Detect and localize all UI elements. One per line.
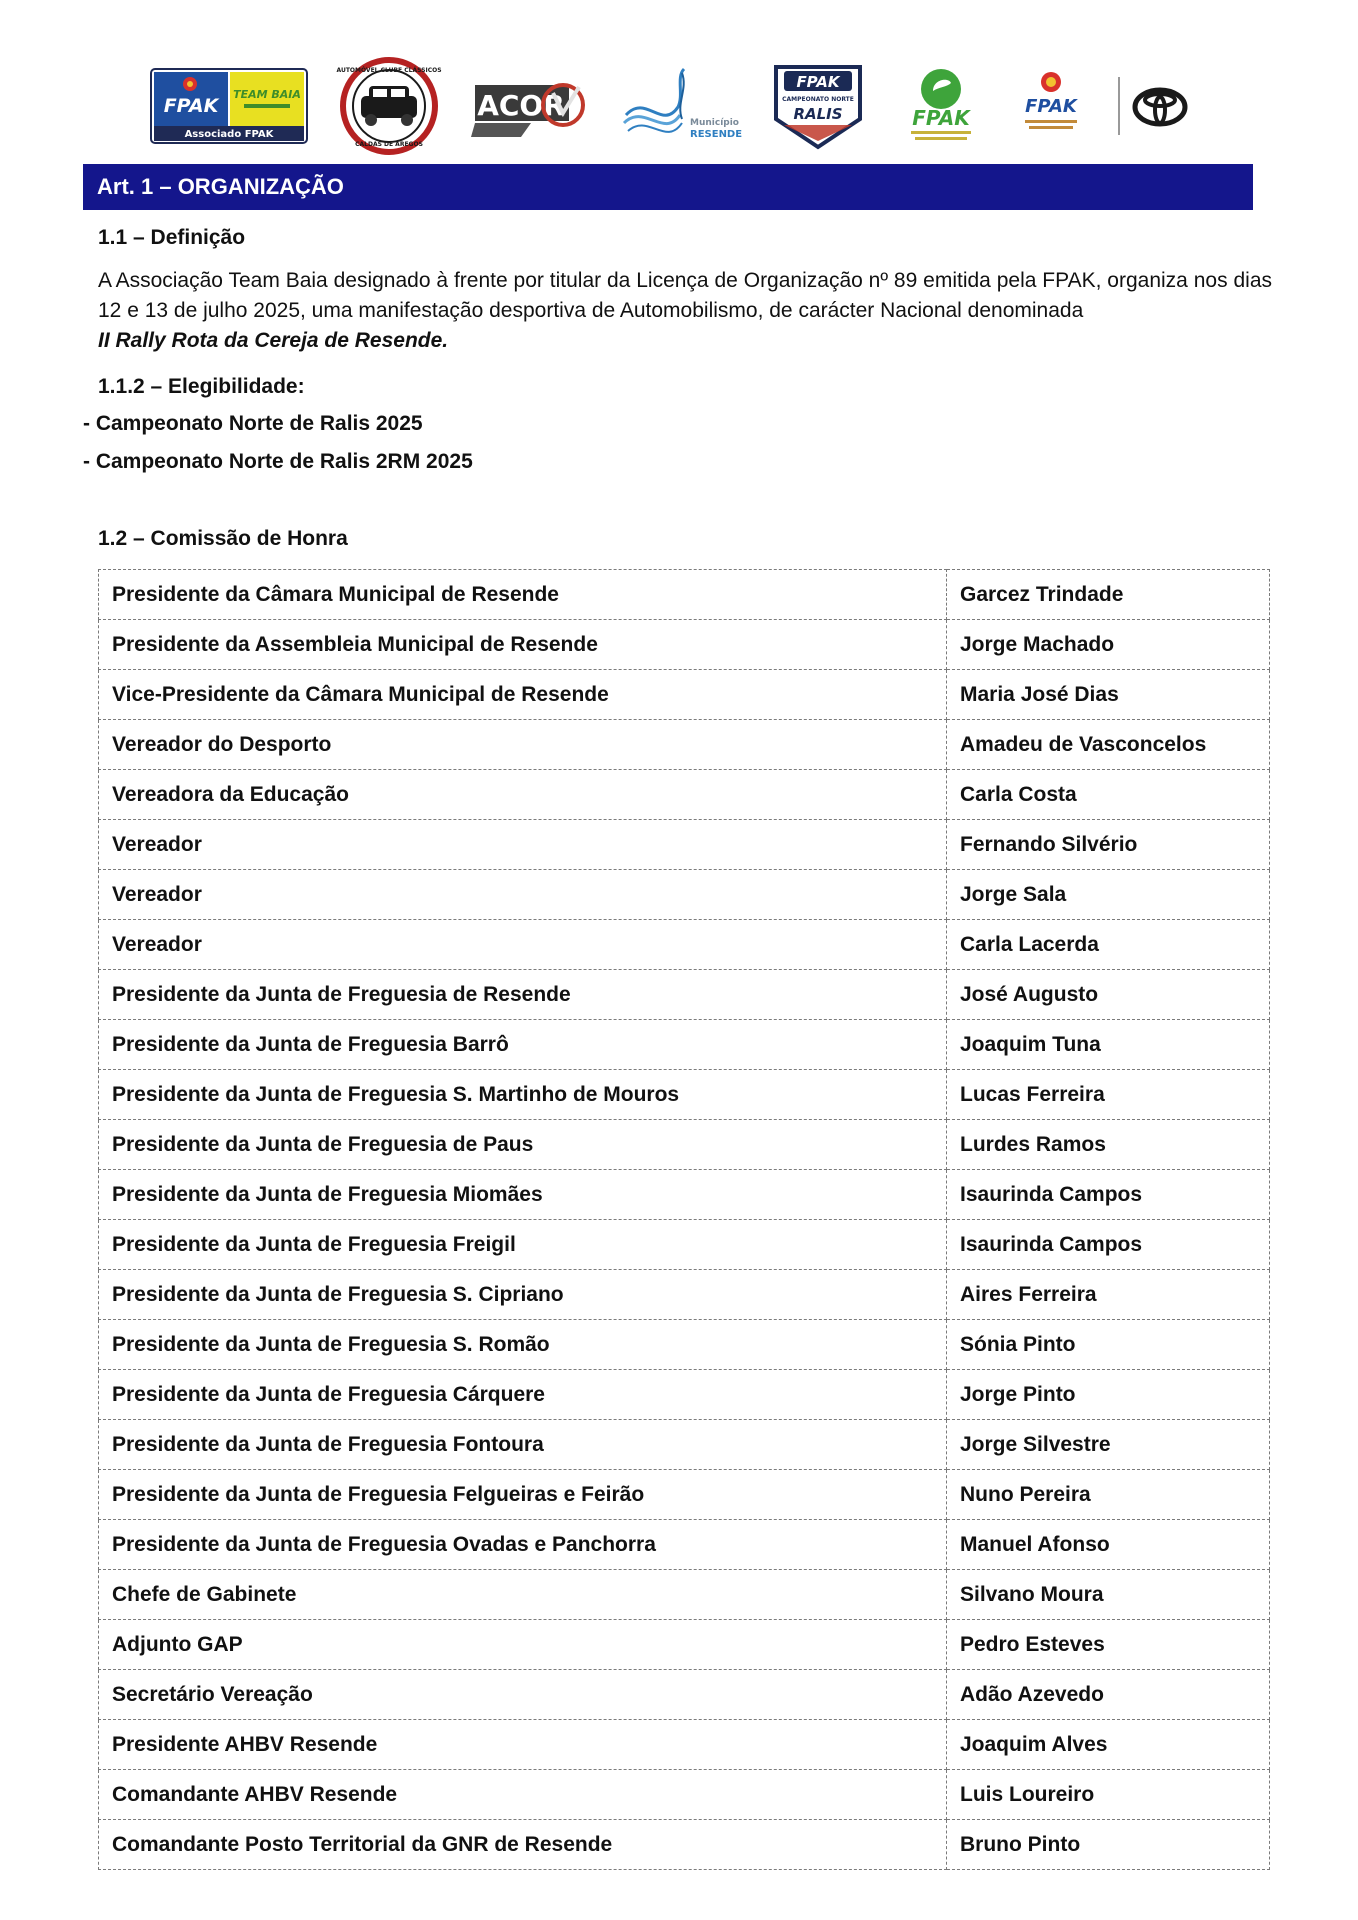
svg-text:ACOR: ACOR	[477, 89, 565, 122]
honor-role-cell: Presidente da Junta de Freguesia Cárquere	[99, 1370, 947, 1420]
honor-name-cell: Pedro Esteves	[947, 1620, 1270, 1670]
table-row	[99, 620, 1270, 670]
honor-name-cell: Lurdes Ramos	[947, 1120, 1270, 1170]
honor-name-cell: José Augusto	[947, 970, 1270, 1020]
table-row	[99, 1470, 1270, 1520]
table-row	[99, 570, 1270, 620]
honor-role-cell: Presidente da Junta de Freguesia Miomães	[99, 1170, 947, 1220]
svg-text:FPAK: FPAK	[912, 106, 970, 130]
honor-role-cell: Adjunto GAP	[99, 1620, 947, 1670]
honor-name-cell: Jorge Sala	[947, 870, 1270, 920]
table-row	[99, 1720, 1270, 1770]
toyota-logo	[1118, 71, 1190, 141]
honor-name-cell: Jorge Machado	[947, 620, 1270, 670]
table-row	[99, 1620, 1270, 1670]
honor-role-cell: Presidente da Junta de Freguesia S. Romão	[99, 1320, 947, 1370]
honor-name-cell: Manuel Afonso	[947, 1520, 1270, 1570]
fpak-federacao-logo	[1013, 66, 1089, 146]
svg-text:Associado FPAK: Associado FPAK	[184, 129, 274, 140]
eligibility-item: - Campeonato Norte de Ralis 2025	[83, 412, 423, 435]
svg-text:TEAM BAIA: TEAM BAIA	[233, 88, 301, 101]
table-row	[99, 1570, 1270, 1620]
honor-name-cell: Carla Costa	[947, 770, 1270, 820]
honor-role-cell: Chefe de Gabinete	[99, 1570, 947, 1620]
svg-text:RESENDE: RESENDE	[690, 129, 743, 140]
svg-text:CAMPEONATO NORTE: CAMPEONATO NORTE	[781, 96, 854, 103]
honor-role-cell: Vereador do Desporto	[99, 720, 947, 770]
honor-role-cell: Presidente da Junta de Freguesia Felgueiras e Feirão	[99, 1470, 947, 1520]
table-row	[99, 870, 1270, 920]
table-row	[99, 1670, 1270, 1720]
table-row	[99, 1520, 1270, 1570]
table-row	[99, 1070, 1270, 1120]
honor-role-cell: Presidente da Junta de Freguesia de Resende	[99, 970, 947, 1020]
honor-name-cell: Joaquim Alves	[947, 1720, 1270, 1770]
svg-text:RALIS: RALIS	[793, 105, 843, 123]
table-row	[99, 1420, 1270, 1470]
honor-role-cell: Presidente da Junta de Freguesia S. Martinho de Mouros	[99, 1070, 947, 1120]
honor-role-cell: Vereador	[99, 820, 947, 870]
honor-name-cell: Sónia Pinto	[947, 1320, 1270, 1370]
svg-text:FPAK: FPAK	[163, 95, 219, 117]
section-1-1-2-heading: 1.1.2 – Elegibilidade:	[98, 375, 305, 398]
table-row	[99, 720, 1270, 770]
honor-name-cell: Amadeu de Vasconcelos	[947, 720, 1270, 770]
definition-text: A Associação Team Baia designado à frente por titular da Licença de Organização nº 89 emitida pela FPAK, organiza nos dias 12 e 13 de julho 2025, uma manifestação desportiva de Automobilismo, de carácter Nacional denominada	[98, 269, 1272, 322]
svg-text:AUTOMÓVEL CLUBE CLÁSSICOS: AUTOMÓVEL CLUBE CLÁSSICOS	[336, 67, 442, 74]
honor-name-cell: Nuno Pereira	[947, 1470, 1270, 1520]
article-title-bar	[83, 164, 1253, 210]
honor-name-cell: Aires Ferreira	[947, 1270, 1270, 1320]
honor-committee-table	[98, 569, 1270, 1870]
section-1-1-heading: 1.1 – Definição	[98, 226, 246, 249]
honor-role-cell: Secretário Vereação	[99, 1670, 947, 1720]
honor-role-cell: Comandante Posto Territorial da GNR de Resende	[99, 1820, 947, 1870]
svg-text:Município: Município	[690, 118, 740, 128]
eligibility-item: - Campeonato Norte de Ralis 2RM 2025	[83, 450, 473, 473]
table-row	[99, 1170, 1270, 1220]
table-row	[99, 920, 1270, 970]
honor-name-cell: Bruno Pinto	[947, 1820, 1270, 1870]
svg-text:FPAK: FPAK	[796, 73, 840, 91]
municipio-resende-logo	[618, 63, 743, 149]
fpak-green-logo	[899, 65, 983, 147]
honor-role-cell: Vereador	[99, 870, 947, 920]
honor-role-cell: Presidente da Junta de Freguesia S. Cipriano	[99, 1270, 947, 1320]
article-title: Art. 1 – ORGANIZAÇÃO	[97, 174, 344, 199]
honor-role-cell: Presidente da Junta de Freguesia Ovadas e Panchorra	[99, 1520, 947, 1570]
honor-role-cell: Presidente da Câmara Municipal de Resende	[99, 570, 947, 620]
honor-name-cell: Luis Loureiro	[947, 1770, 1270, 1820]
table-row	[99, 1320, 1270, 1370]
table-row	[99, 770, 1270, 820]
automovel-clube-classicos-logo	[337, 56, 441, 156]
honor-name-cell: Fernando Silvério	[947, 820, 1270, 870]
honor-name-cell: Adão Azevedo	[947, 1670, 1270, 1720]
fpak-campeonato-norte-ralis-logo	[766, 61, 870, 151]
honor-name-cell: Maria José Dias	[947, 670, 1270, 720]
table-row	[99, 970, 1270, 1020]
honor-role-cell: Vice-Presidente da Câmara Municipal de Resende	[99, 670, 947, 720]
table-row	[99, 1370, 1270, 1420]
honor-role-cell: Presidente da Junta de Freguesia Fontoura	[99, 1420, 947, 1470]
table-row	[99, 1120, 1270, 1170]
honor-role-cell: Comandante AHBV Resende	[99, 1770, 947, 1820]
honor-role-cell: Presidente da Junta de Freguesia Freigil	[99, 1220, 947, 1270]
honor-role-cell: Presidente da Junta de Freguesia de Paus	[99, 1120, 947, 1170]
honor-name-cell: Jorge Pinto	[947, 1370, 1270, 1420]
event-name: II Rally Rota da Cereja de Resende.	[98, 329, 449, 352]
svg-text:FPAK: FPAK	[1024, 96, 1077, 117]
honor-role-cell: Vereadora da Educação	[99, 770, 947, 820]
table-row	[99, 1220, 1270, 1270]
honor-role-cell: Vereador	[99, 920, 947, 970]
table-row	[99, 1820, 1270, 1870]
table-row	[99, 1270, 1270, 1320]
section-1-1-paragraph	[98, 266, 1272, 356]
honor-name-cell: Joaquim Tuna	[947, 1020, 1270, 1070]
table-row	[99, 1020, 1270, 1070]
honor-name-cell: Carla Lacerda	[947, 920, 1270, 970]
acor-logo	[471, 71, 589, 141]
honor-name-cell: Silvano Moura	[947, 1570, 1270, 1620]
honor-name-cell: Isaurinda Campos	[947, 1220, 1270, 1270]
honor-name-cell: Garcez Trindade	[947, 570, 1270, 620]
honor-role-cell: Presidente da Assembleia Municipal de Resende	[99, 620, 947, 670]
honor-name-cell: Jorge Silvestre	[947, 1420, 1270, 1470]
fpak-team-baia-logo	[150, 68, 308, 144]
table-row	[99, 820, 1270, 870]
section-1-2-heading: 1.2 – Comissão de Honra	[98, 527, 348, 550]
honor-role-cell: Presidente AHBV Resende	[99, 1720, 947, 1770]
svg-text:CALDAS DE AREGOS: CALDAS DE AREGOS	[355, 141, 424, 148]
sponsor-logo-strip	[150, 52, 1190, 160]
table-row	[99, 1770, 1270, 1820]
table-row	[99, 670, 1270, 720]
honor-name-cell: Lucas Ferreira	[947, 1070, 1270, 1120]
honor-name-cell: Isaurinda Campos	[947, 1170, 1270, 1220]
honor-role-cell: Presidente da Junta de Freguesia Barrô	[99, 1020, 947, 1070]
